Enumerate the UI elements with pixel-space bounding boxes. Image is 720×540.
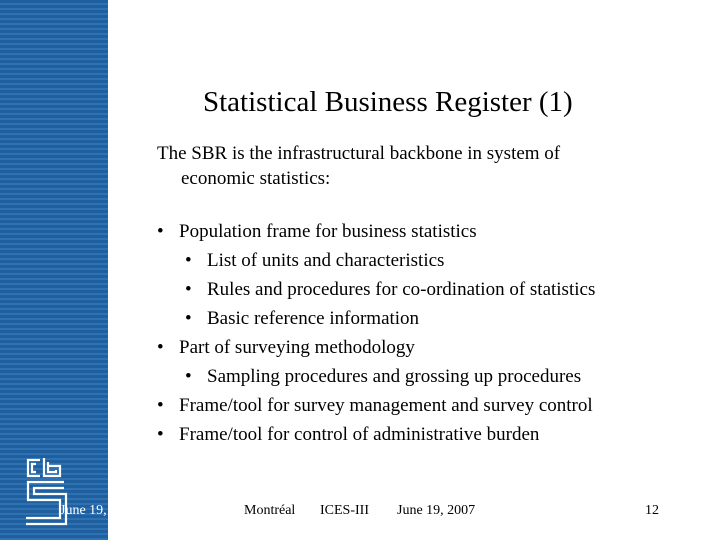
bullet-item: • Frame/tool for control of administrative burden: [157, 424, 540, 445]
bullet-glyph: •: [157, 424, 164, 445]
bullet-glyph: •: [157, 337, 164, 358]
footer-event: ICES-III: [320, 503, 369, 518]
intro-line-1: The SBR is the infrastructural backbone in system of: [157, 143, 561, 164]
bullet-item: • Frame/tool for survey management and survey control: [157, 395, 593, 416]
sidebar-band: [0, 0, 108, 540]
bullet-glyph: •: [185, 279, 192, 300]
sub-bullet-item: • Rules and procedures for co-ordination of statistics: [185, 279, 596, 300]
footer-city: Montréal: [244, 503, 296, 518]
bullet-glyph: •: [157, 221, 164, 242]
sub-bullet-item: • Sampling procedures and grossing up procedures: [185, 366, 582, 387]
intro-text: [157, 141, 677, 191]
bullet-item: • Part of surveying methodology: [157, 337, 415, 358]
sub-bullet-item: • List of units and characteristics: [185, 250, 445, 271]
intro-line-2: economic statistics:: [181, 168, 331, 189]
bullet-glyph: •: [185, 308, 192, 329]
sidebar-date: June 19,: [60, 503, 107, 518]
bullet-item: • Population frame for business statistics: [157, 221, 477, 242]
page-number: 12: [645, 503, 659, 518]
bullet-glyph: •: [185, 366, 192, 387]
slide-title: Statistical Business Register (1): [203, 86, 573, 118]
sub-bullet-item: • Basic reference information: [185, 308, 420, 329]
footer-date: June 19, 2007: [397, 503, 476, 518]
bullet-glyph: •: [157, 395, 164, 416]
bullet-glyph: •: [185, 250, 192, 271]
